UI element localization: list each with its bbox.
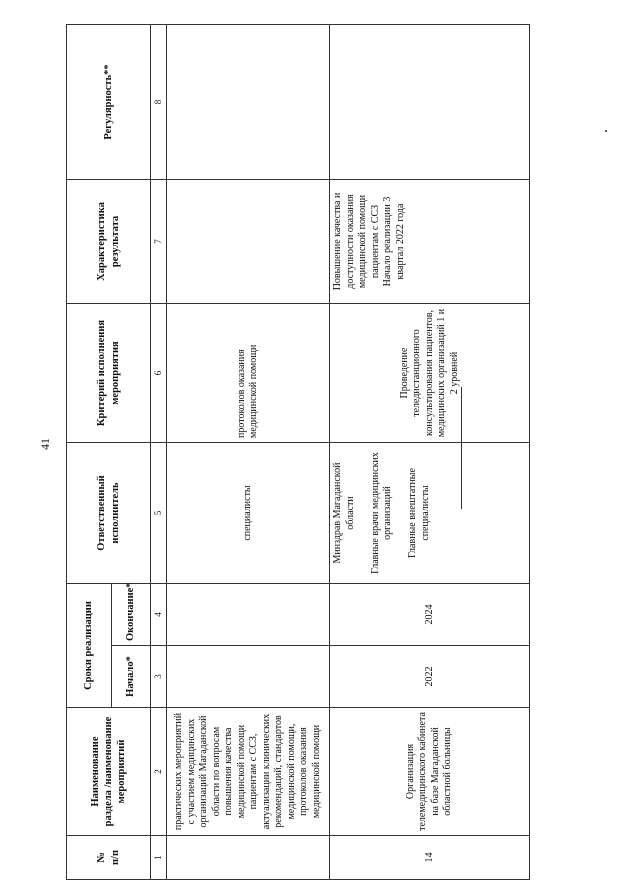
rotated-table-container [66, 25, 638, 880]
header-name: Наименование раздела /наименование мероприятий [67, 708, 151, 836]
header-start: Начало* [112, 646, 151, 708]
row-end [167, 584, 330, 646]
row-num [167, 836, 330, 880]
header-executor: Ответственный исполнитель [67, 443, 151, 584]
row-executor: Минздрав Магаданской области Главные врачи медицинских организаций Главные внештатные специалисты [330, 443, 530, 584]
column-number: 1 [151, 836, 167, 880]
table-row [330, 25, 530, 880]
row-regularity [167, 25, 330, 180]
row-result [167, 180, 330, 304]
column-number: 7 [151, 180, 167, 304]
row-name: практических мероприятий с участием медицинских организаций Магаданской области по вопросам повышения качества медицинской помощи пациентам с ССЗ, актуализации клинических рекомендаций, стандартов медицинской помощи, протоколов оказания медицинской помощи [167, 708, 330, 836]
column-number: 2 [151, 708, 167, 836]
header-num: № п/п [67, 836, 151, 880]
row-criterion: протоколов оказания медицинской помощи [167, 304, 330, 443]
column-number: 6 [151, 304, 167, 443]
header-end: Окончание* [112, 584, 151, 646]
row-criterion: Проведение теледистанционного консультирования пациентов, медицинских организаций 1 и 2 уровней [330, 304, 530, 443]
row-regularity [330, 25, 530, 180]
row-start [167, 646, 330, 708]
column-number: 3 [151, 646, 167, 708]
table-row [167, 25, 330, 880]
header-criterion: Критерий исполнения мероприятия [67, 304, 151, 443]
header-result: Характеристика результата [67, 180, 151, 304]
column-number: 8 [151, 25, 167, 180]
row-result: Повышение качества и доступности оказания медицинской помощи пациентам с ССЗ Начало реализации 3 квартал 2022 года [330, 180, 530, 304]
header-regularity: Регулярность** [67, 25, 151, 180]
page-number: 41 [38, 438, 52, 450]
row-start: 2022 [330, 646, 530, 708]
row-executor: специалисты [167, 443, 330, 584]
column-number: 5 [151, 443, 167, 584]
column-number: 4 [151, 584, 167, 646]
column-number-row [151, 25, 167, 880]
activities-table [66, 24, 530, 880]
header-timeline: Сроки реализации [67, 584, 112, 708]
row-end: 2024 [330, 584, 530, 646]
row-num: 14 [330, 836, 530, 880]
row-name: Организация телемедицинского кабинета на базе Магаданской областной больницы [330, 708, 530, 836]
